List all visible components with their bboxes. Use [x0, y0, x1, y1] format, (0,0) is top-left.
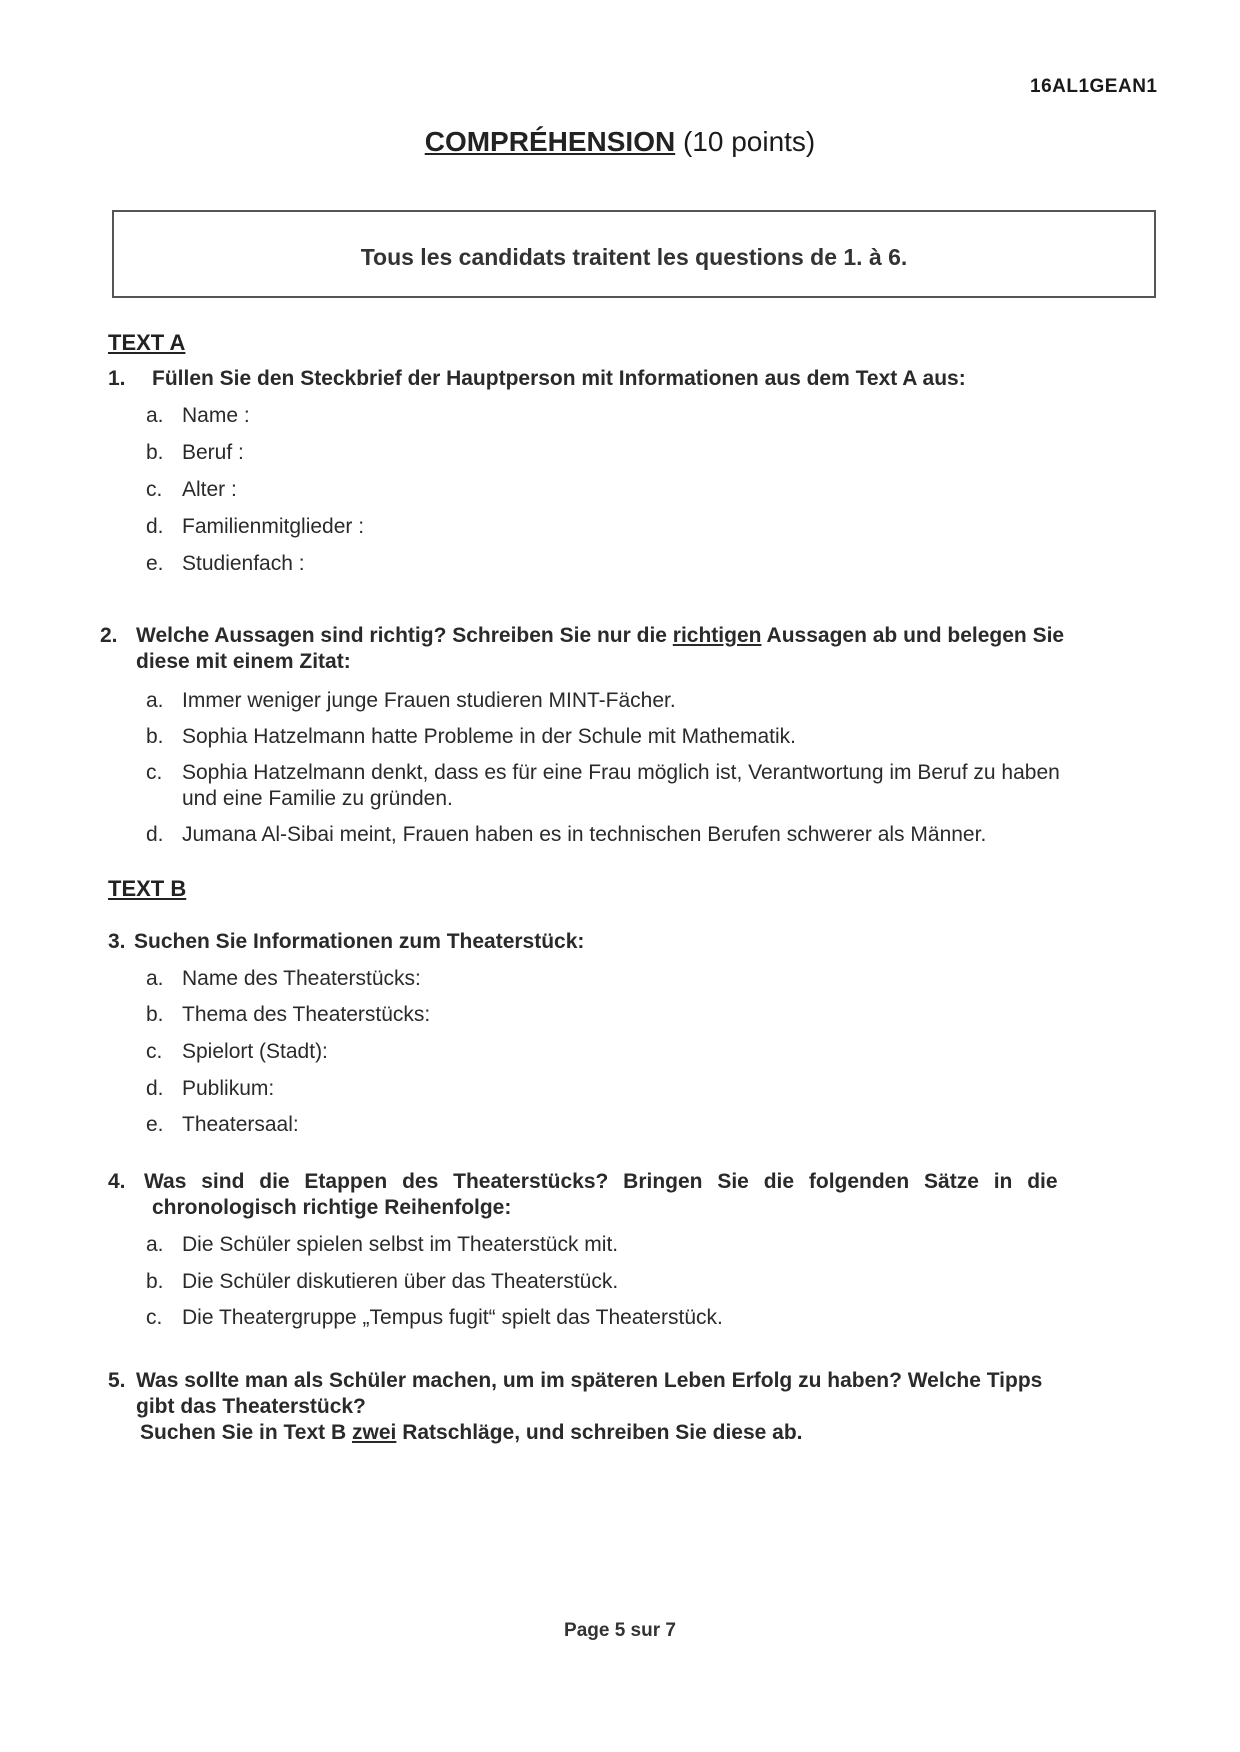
question-text-line1: Was sollte man als Schüler machen, um im späteren Leben Erfolg zu haben? Welche Tipps — [136, 1369, 1043, 1392]
question-text-line2: gibt das Theaterstück? — [136, 1395, 366, 1418]
question-text-line2: diese mit einem Zitat: — [136, 650, 351, 673]
question-number: 4. — [108, 1170, 126, 1193]
question-2 — [100, 623, 1170, 679]
question-text: Suchen Sie Informationen zum Theaterstück: — [134, 930, 585, 953]
instruction-box — [112, 210, 1156, 298]
question-number: 3. — [108, 930, 126, 953]
question-text-line3: Suchen Sie in Text B zwei Ratschläge, und schreiben Sie diese ab. — [140, 1421, 803, 1444]
question-number: 2. — [100, 624, 118, 647]
question-text-line2: chronologisch richtige Reihenfolge: — [152, 1196, 512, 1219]
question-4 — [108, 1169, 1168, 1225]
section-heading-text-a: TEXT A — [108, 330, 186, 355]
question-text-line1: Welche Aussagen sind richtig? Schreiben Sie nur die richtigen Aussagen ab und belegen Sie — [136, 624, 1065, 647]
question-5 — [108, 1368, 1168, 1450]
question-number: 5. — [108, 1369, 126, 1392]
instruction-text: Tous les candidats traitent les questions de 1. à 6. — [360, 244, 908, 270]
document-reference: 16AL1GEAN1 — [1030, 76, 1158, 97]
question-number: 1. — [108, 367, 126, 390]
title-main: COMPRÉHENSION — [424, 126, 676, 157]
title-points: (10 points) — [682, 126, 816, 157]
question-text-line1: Was sind die Etappen des Theaterstücks? Bringen Sie die folgenden Sätze in die — [144, 1170, 1058, 1193]
emphasis-underlined: zwei — [352, 1421, 397, 1444]
page-title — [0, 126, 1240, 158]
section-heading-text-b: TEXT B — [108, 876, 187, 901]
emphasis-underlined: richtigen — [672, 624, 762, 647]
page-number: Page 5 sur 7 — [564, 1620, 676, 1641]
question-text: Füllen Sie den Steckbrief der Hauptperson mit Informationen aus dem Text A aus: — [152, 367, 966, 390]
